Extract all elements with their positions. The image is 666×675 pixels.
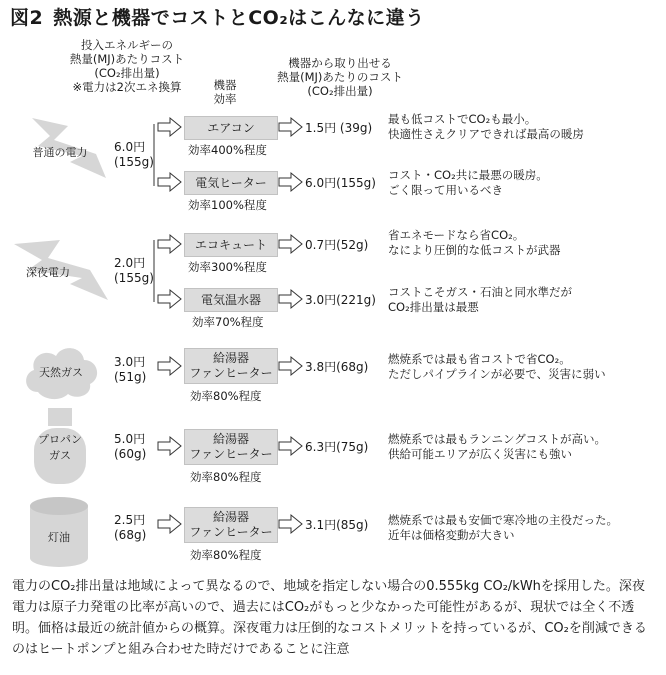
comment-line: 燃焼系では最も省コストで省CO₂。 bbox=[388, 352, 571, 366]
appliance-box-ecocute bbox=[184, 233, 278, 257]
source-label-normal-power: 普通の電力 bbox=[32, 146, 88, 159]
appliance-box-gas-heater bbox=[184, 348, 278, 384]
appliance-name: 電気ヒーター bbox=[195, 175, 267, 190]
source-label-night-power: 深夜電力 bbox=[26, 266, 70, 279]
arrow bbox=[279, 235, 302, 253]
efficiency-label: 効率80%程度 bbox=[190, 548, 262, 562]
co2-value: (68g) bbox=[114, 528, 147, 542]
arrow bbox=[158, 235, 181, 253]
efficiency-label: 効率100%程度 bbox=[188, 198, 267, 212]
header-line: 効率 bbox=[213, 92, 237, 106]
header-line: ※電力は2次エネ換算 bbox=[72, 80, 182, 94]
source-label-kerosene: 灯油 bbox=[48, 531, 70, 544]
cost-value: 6.0円 bbox=[114, 140, 146, 154]
arrow bbox=[158, 118, 181, 136]
efficiency-label: 効率70%程度 bbox=[192, 315, 264, 329]
comment-line: ごく限って用いるべき bbox=[388, 183, 503, 197]
comment-line: 最も低コストでCO₂も最小。 bbox=[388, 112, 537, 126]
comment-line: コスト・CO₂共に最悪の暖房。 bbox=[388, 168, 548, 182]
output-cost: 6.0円(155g) bbox=[305, 176, 376, 190]
comment-line: 省エネモードなら省CO₂。 bbox=[388, 228, 525, 242]
output-cost: 3.0円(221g) bbox=[305, 293, 376, 307]
header-line: (CO₂排出量) bbox=[94, 66, 160, 80]
header-line: 投入エネルギーの bbox=[81, 38, 173, 52]
output-cost: 3.8円(68g) bbox=[305, 360, 369, 374]
comment bbox=[388, 513, 618, 543]
appliance-name: エコキュート bbox=[194, 237, 267, 252]
efficiency-label: 効率300%程度 bbox=[188, 260, 267, 274]
appliance-name: 電気温水器 bbox=[200, 292, 261, 307]
output-cost: 6.3円(75g) bbox=[305, 440, 369, 454]
comment-line: 燃焼系では最も安価で寒冷地の主役だった。 bbox=[388, 513, 618, 527]
source-label-natural-gas: 天然ガス bbox=[39, 366, 83, 379]
comment bbox=[388, 112, 584, 142]
cost-value: 2.5円 bbox=[114, 513, 146, 527]
arrow bbox=[279, 173, 302, 191]
appliance-box-electric-heater bbox=[184, 171, 278, 195]
arrow bbox=[279, 357, 302, 375]
cost-value: 5.0円 bbox=[114, 432, 146, 446]
arrow bbox=[279, 118, 302, 136]
comment bbox=[388, 352, 606, 382]
appliance-name: エアコン bbox=[207, 120, 255, 135]
arrow bbox=[158, 290, 181, 308]
comment bbox=[388, 432, 606, 462]
arrow bbox=[279, 437, 302, 455]
comment bbox=[388, 285, 572, 315]
header-line: 熱量(MJ)あたりコスト bbox=[69, 52, 185, 66]
figure-number: 図2 bbox=[10, 7, 44, 29]
comment-line: なにより圧倒的な低コストが武器 bbox=[388, 243, 561, 257]
arrow bbox=[279, 290, 302, 308]
output-cost: 3.1円(85g) bbox=[305, 518, 369, 532]
cost-value: 3.0円 bbox=[114, 355, 146, 369]
co2-value: (51g) bbox=[114, 370, 147, 384]
comment bbox=[388, 228, 561, 258]
comment-line: コストこそガス・石油と同水準だが bbox=[388, 285, 572, 299]
header-line: 機器から取り出せる bbox=[288, 56, 392, 70]
output-cost: 0.7円(52g) bbox=[305, 238, 369, 252]
arrow bbox=[158, 173, 181, 191]
arrow bbox=[158, 437, 181, 455]
appliance-box-aircon bbox=[184, 116, 278, 140]
header-line: (CO₂排出量) bbox=[307, 84, 373, 98]
co2-value: (60g) bbox=[114, 447, 147, 461]
comment-line: 快適性さえクリアできれば最高の暖房 bbox=[388, 127, 584, 141]
appliance-name: 給湯器 ファンヒーター bbox=[189, 432, 273, 461]
arrow bbox=[158, 515, 181, 533]
appliance-box-kerosene-heater bbox=[184, 507, 278, 543]
appliance-name: 給湯器 ファンヒーター bbox=[189, 510, 273, 539]
co2-value: (155g) bbox=[114, 271, 154, 285]
comment-line: 供給可能エリアが広く災害にも強い bbox=[388, 447, 572, 461]
efficiency-label: 効率80%程度 bbox=[190, 470, 262, 484]
co2-value: (155g) bbox=[114, 155, 154, 169]
footnote: 電力のCO₂排出量は地域によって異なるので、地域を指定しない場合の0.555kg CO₂/kWhを採用した。深夜電力は原子力発電の比率が高いので、過去にはCO₂がもっと少なかった可能性があるが、現状では全く不透明。価格は最近の統計値からの概算。深夜電力は圧倒的なコストメリットを持っているが、CO₂を削減できるのはヒートポンプと組み合わせた時だけであることに注意 bbox=[12, 579, 647, 657]
header-line: 機器 bbox=[213, 78, 237, 92]
comment-line: CO₂排出量は最悪 bbox=[388, 300, 479, 314]
comment-line: ただしパイプラインが必要で、災害に弱い bbox=[388, 367, 606, 381]
comment-line: 近年は価格変動が大きい bbox=[388, 528, 515, 542]
appliance-box-propane-heater bbox=[184, 429, 278, 465]
efficiency-label: 効率80%程度 bbox=[190, 389, 262, 403]
figure-title-text: 熱源と機器でコストとCO₂はこんなに違う bbox=[53, 7, 425, 29]
source-label-propane: プロパン ガス bbox=[38, 433, 82, 462]
appliance-box-electric-water-heater bbox=[184, 288, 278, 312]
arrow bbox=[158, 357, 181, 375]
output-cost: 1.5円 (39g) bbox=[305, 121, 373, 135]
header-line: 熱量(MJ)あたりのコスト bbox=[277, 70, 403, 84]
comment-line: 燃焼系では最もランニングコストが高い。 bbox=[388, 432, 607, 446]
arrow bbox=[279, 515, 302, 533]
cost-value: 2.0円 bbox=[114, 256, 146, 270]
appliance-name: 給湯器 ファンヒーター bbox=[189, 351, 273, 380]
efficiency-label: 効率400%程度 bbox=[188, 143, 267, 157]
comment bbox=[388, 168, 548, 198]
